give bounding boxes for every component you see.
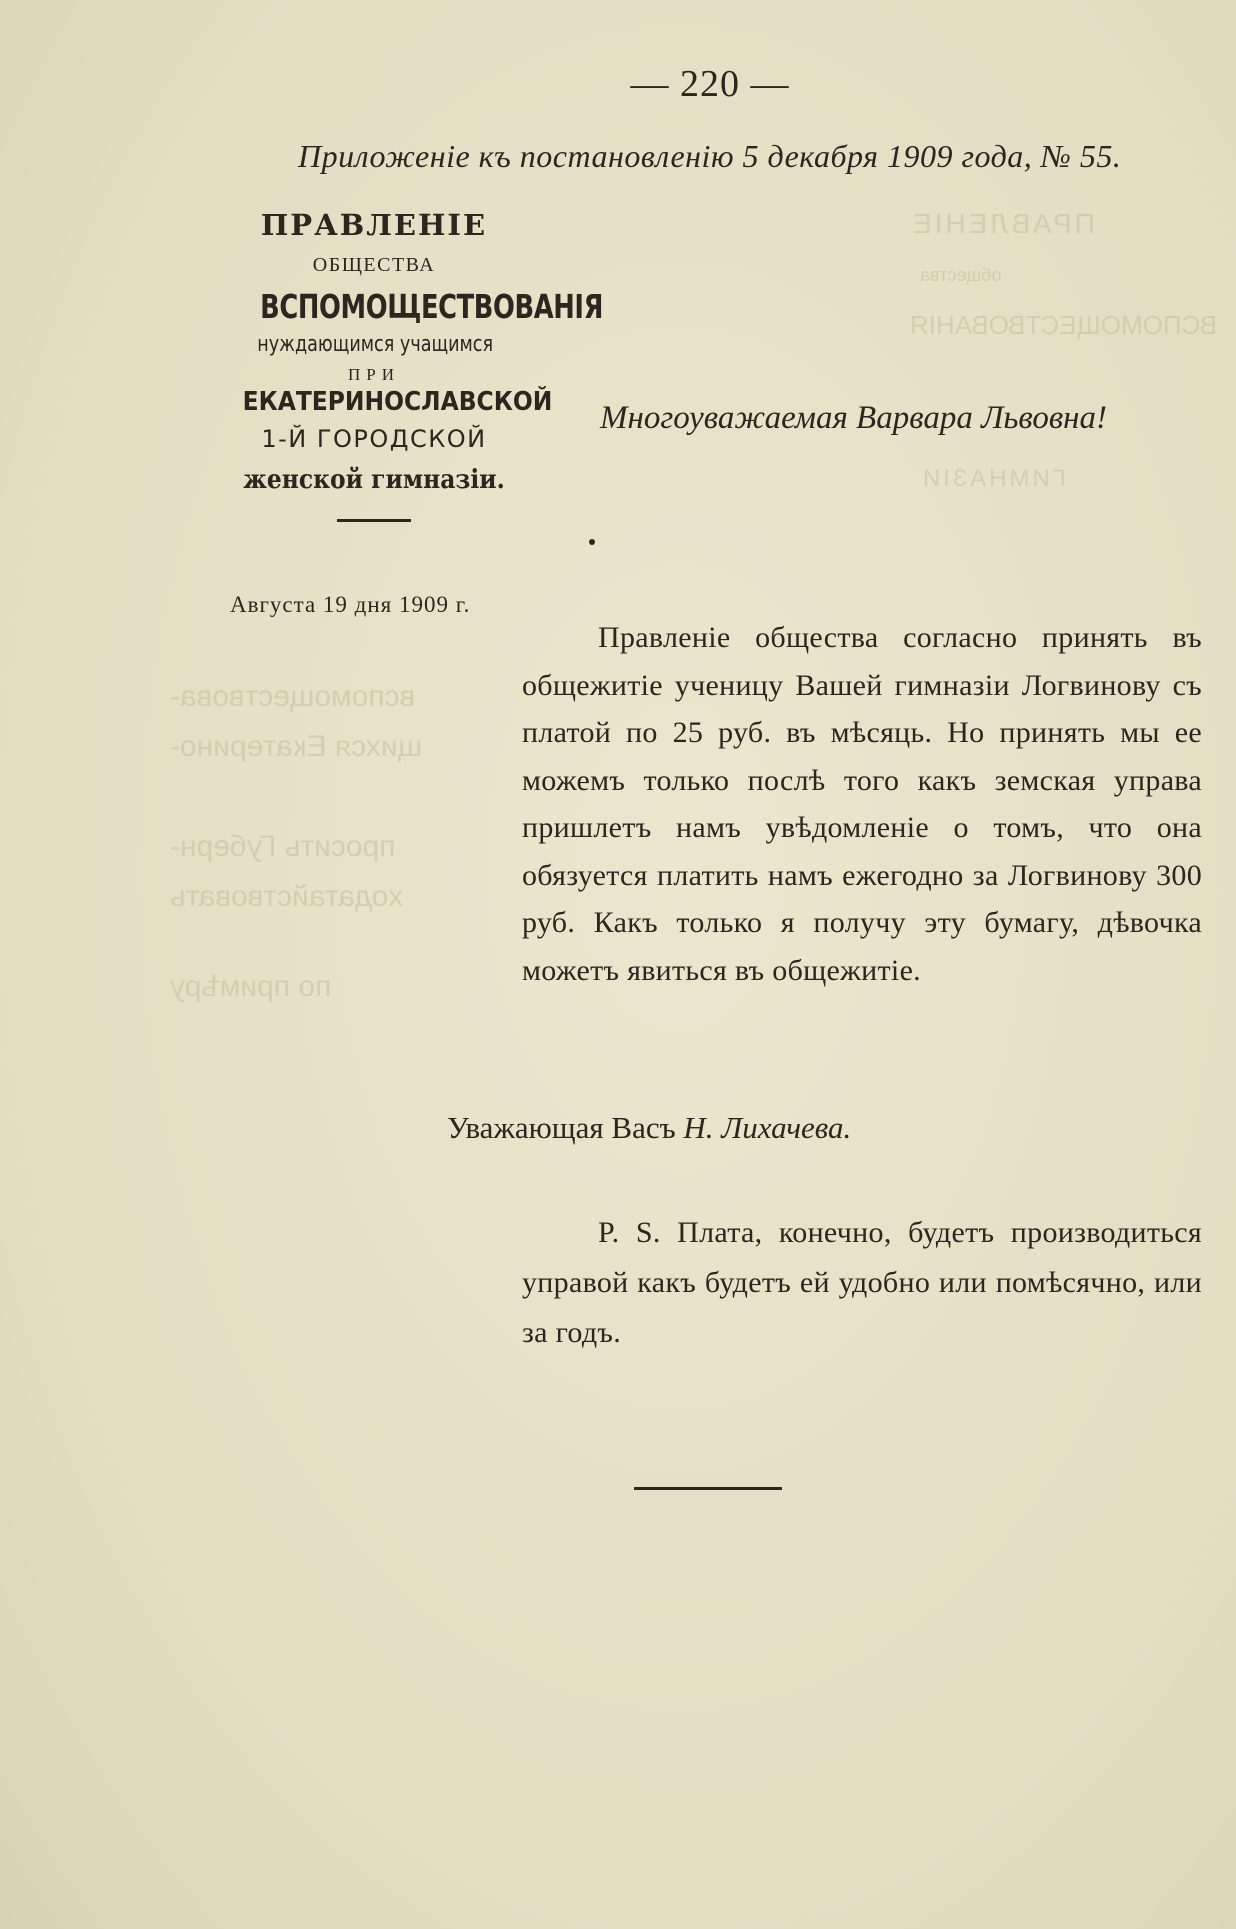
bleed-through-text: ПРАВЛЕНIЕ bbox=[910, 208, 1095, 239]
greeting: Многоуважаемая Варвара Львовна! bbox=[600, 400, 1108, 436]
postscript-paragraph: P. S. Плата, конечно, будетъ производиться управой какъ будетъ ей удобно или помѣсячно, или за годъ. bbox=[522, 1216, 1202, 1349]
letterhead-line: ВСПОМОЩЕСТВОВАНIЯ bbox=[260, 287, 604, 326]
appendix-note: Приложенiе къ постановленiю 5 декабря 1909 года, № 55. bbox=[298, 138, 1122, 174]
bleed-through-text: ВСПОМОЩЕСТВОВАНIЯ bbox=[910, 310, 1217, 340]
bleed-through-text: общества bbox=[920, 265, 1002, 285]
bleed-through-text: щихся Екатерино- bbox=[170, 730, 423, 763]
letterhead-line: нуждающимся учащимся bbox=[257, 332, 494, 357]
letter-date: Августа 19 дня 1909 г. bbox=[230, 592, 471, 617]
letterhead-line: ПРИ bbox=[347, 365, 400, 384]
letterhead-line: ЕКАТЕРИНОСЛАВСКОЙ bbox=[242, 387, 553, 417]
signature: Н. Лихачева. bbox=[683, 1110, 852, 1145]
page-number: — 220 — bbox=[630, 63, 790, 105]
letterhead-line: ОБЩЕСТВА bbox=[312, 254, 436, 276]
bleed-through-text: ходатайствовать bbox=[170, 880, 404, 913]
closing-text: Уважающая Васъ bbox=[447, 1110, 676, 1145]
letterhead bbox=[228, 208, 604, 522]
letterhead-line: ПРАВЛЕНIЕ bbox=[260, 208, 488, 242]
bleed-through-text: по примѣру bbox=[170, 970, 332, 1003]
bleed-through-text: вспомоществова- bbox=[170, 680, 416, 713]
end-divider bbox=[634, 1487, 782, 1490]
letterhead-line: женской гимназiи. bbox=[243, 465, 505, 495]
bleed-through-text: ГИМНАЗIИ bbox=[920, 465, 1066, 492]
closing bbox=[447, 1110, 851, 1146]
letterhead-divider bbox=[337, 519, 411, 522]
bleed-through-text: просить Губерн- bbox=[170, 830, 396, 863]
letterhead-line: 1-Й ГОРОДСКОЙ bbox=[261, 425, 487, 453]
body-paragraph: Правленiе общества согласно принять въ общежитiе ученицу Вашей гимназiи Логвинову съ платой по 25 руб. въ мѣсяць. Но принять мы ее можемъ только послѣ того какъ земская управа пришлетъ намъ увѣдомленiе о томъ, что она обязуется платить намъ ежегодно за Логвинову 300 руб. Какъ только я получу эту бумагу, дѣвочка можетъ явиться въ общежитiе. bbox=[522, 621, 1202, 987]
ink-dot bbox=[589, 539, 595, 545]
postscript bbox=[522, 1208, 1202, 1358]
letter-body bbox=[522, 614, 1202, 994]
